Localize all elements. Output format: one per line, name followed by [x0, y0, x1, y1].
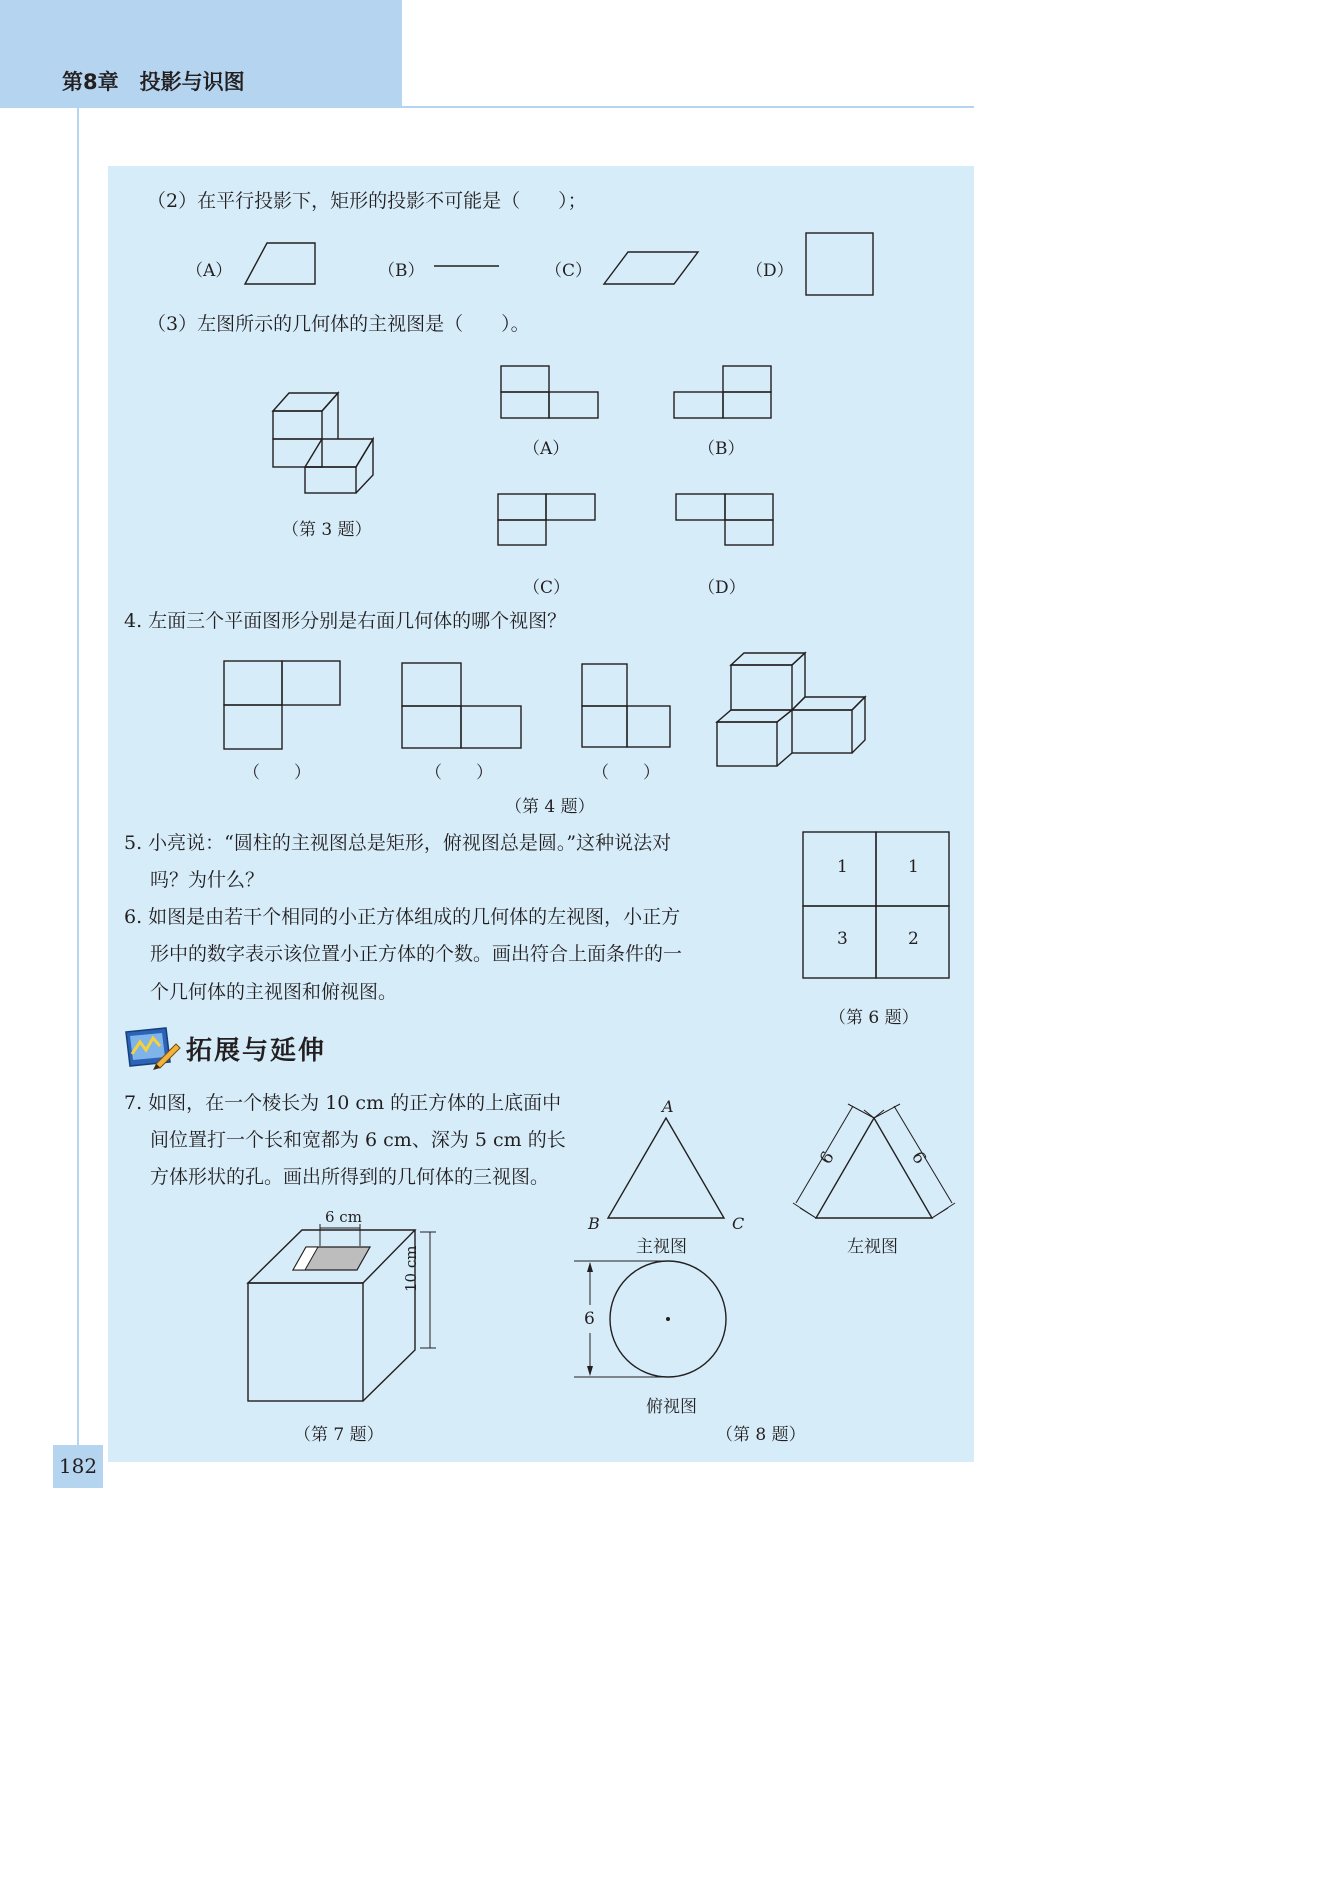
q6-cell-top-left: 1 — [837, 857, 848, 877]
q8-left-view-triangle — [816, 1118, 932, 1218]
q8-vertex-c: C — [732, 1214, 745, 1233]
q3-option-a-label: （A） — [523, 439, 570, 459]
q8-side-dim-right: 6 — [907, 1148, 930, 1168]
q5-line-2: 吗？为什么？ — [150, 869, 265, 891]
q8-left-view-label: 左视图 — [847, 1237, 898, 1257]
q3-option-c-label: （C） — [523, 578, 571, 598]
q4-caption: （第 4 题） — [505, 797, 595, 817]
q6-caption: （第 6 题） — [829, 1008, 919, 1028]
q8-vertex-b: B — [588, 1214, 600, 1233]
q8-front-view-label: 主视图 — [636, 1237, 687, 1257]
q4-text: 4. 左面三个平面图形分别是右面几何体的哪个视图？ — [124, 610, 567, 632]
q7-line-1: 7. 如图，在一个棱长为 10 cm 的正方体的上底面中 — [124, 1092, 562, 1114]
q8-caption: （第 8 题） — [716, 1425, 806, 1445]
q6-line-2: 形中的数字表示该位置小正方体的个数。画出符合上面条件的一 — [150, 943, 683, 965]
q6-cell-bottom-left: 3 — [837, 929, 848, 949]
page-number: 182 — [53, 1445, 103, 1488]
chapter-title: 第8章 投影与识图 — [62, 70, 245, 94]
q6-cell-bottom-right: 2 — [908, 929, 919, 949]
q8-side-dim-left: 6 — [816, 1148, 839, 1168]
q7-edge-label: 10 cm — [402, 1245, 420, 1292]
q8-front-view-triangle — [608, 1118, 724, 1218]
q7-line-2: 间位置打一个长和宽都为 6 cm、深为 5 cm 的长 — [150, 1129, 566, 1151]
q4-blank-2: （ ） — [425, 763, 493, 783]
q7-hole-label: 6 cm — [325, 1208, 362, 1226]
q7-caption: （第 7 题） — [294, 1425, 384, 1445]
q2-option-a-label: （A） — [186, 261, 233, 281]
q8-vertex-a: A — [662, 1097, 674, 1116]
q4-blank-1: （ ） — [243, 763, 311, 783]
q2-text: （2）在平行投影下，矩形的投影不可能是（ ）； — [147, 190, 587, 212]
q8-diameter-dim: 6 — [584, 1309, 595, 1329]
q8-top-view-label: 俯视图 — [646, 1397, 697, 1417]
q6-line-1: 6. 如图是由若干个相同的小正方体组成的几何体的左视图，小正方 — [124, 906, 681, 928]
q5-line-1: 5. 小亮说：“圆柱的主视图总是矩形，俯视图总是圆。”这种说法对 — [124, 832, 672, 854]
q3-caption: （第 3 题） — [282, 520, 372, 540]
q6-cell-top-right: 1 — [908, 857, 919, 877]
q2-option-d-label: （D） — [746, 261, 794, 281]
q3-text: （3）左图所示的几何体的主视图是（ ）。 — [147, 313, 530, 335]
q7-line-3: 方体形状的孔。画出所得到的几何体的三视图。 — [150, 1166, 550, 1188]
q2-option-c-label: （C） — [545, 261, 593, 281]
q2-option-b-label: （B） — [378, 261, 425, 281]
section-title: 拓展与延伸 — [186, 1036, 327, 1066]
q3-option-b-label: （B） — [698, 439, 745, 459]
q6-line-3: 个几何体的主视图和俯视图。 — [150, 981, 398, 1003]
q4-blank-3: （ ） — [592, 763, 660, 783]
q3-option-d-label: （D） — [698, 578, 746, 598]
